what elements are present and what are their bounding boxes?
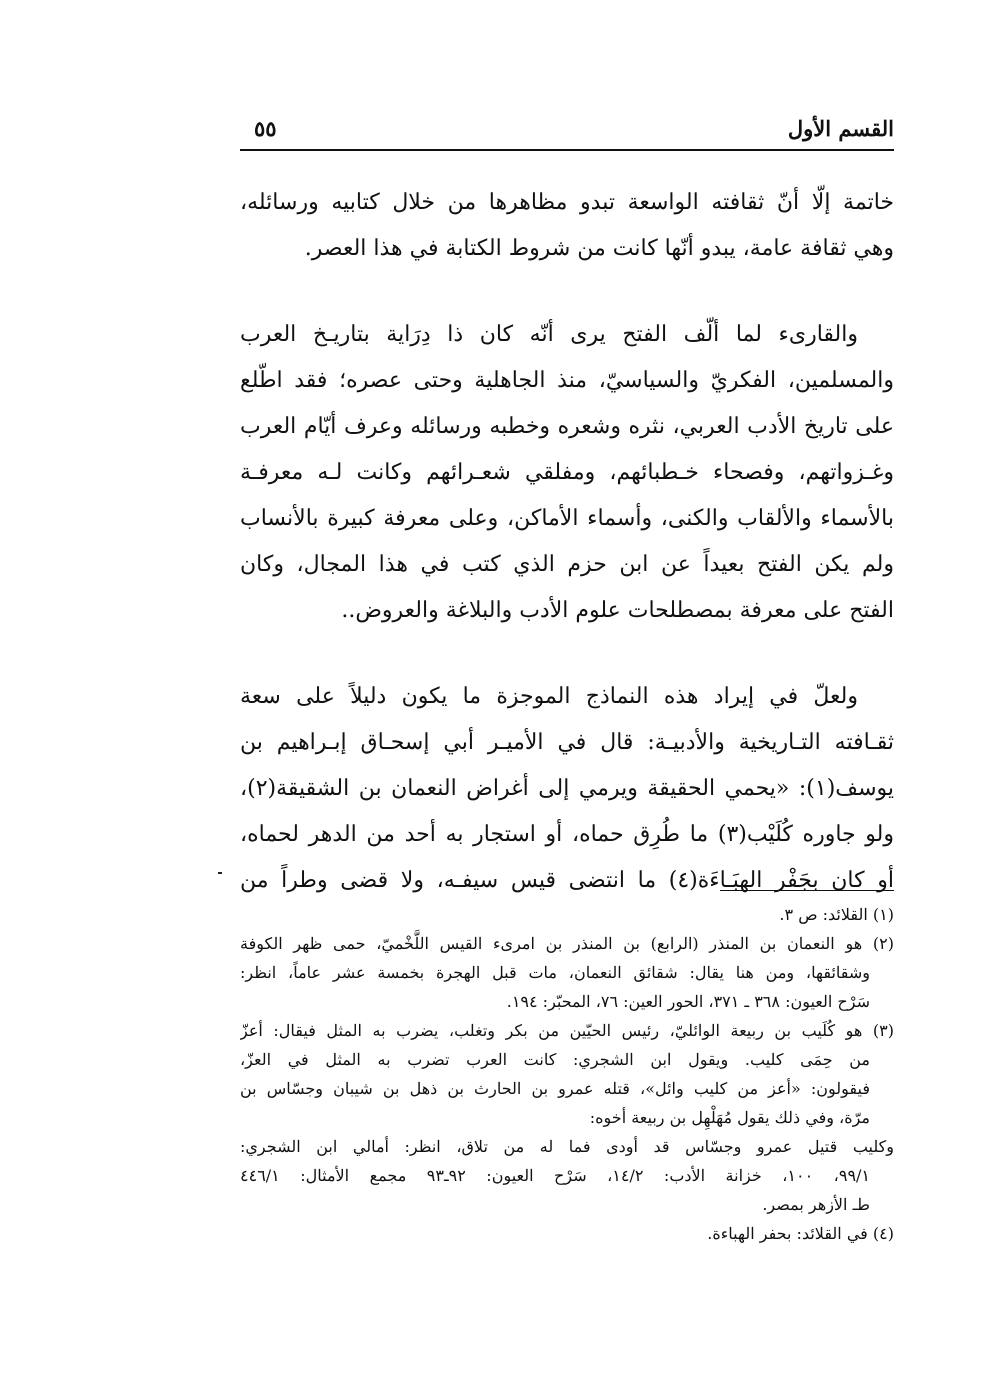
paragraph-2 (240, 312, 894, 634)
text-line: الفتح على معرفة بمصطلحات علوم الأدب والبلاغة والعروض.. (341, 598, 894, 623)
footnotes (240, 900, 894, 1248)
text-line: خاتمة إلّا أنّ ثقافته الواسعة تبدو مظاهرها من خلال كتابيه ورسائله، (240, 190, 894, 215)
footnote-line: (٢) هو النعمان بن المنذر (الرابع) بن المنذر بن امرىء القيس اللَّخْميّ، حمى ظهر الكوفة (240, 934, 894, 953)
margin-mark (218, 872, 222, 874)
text-line: أو كان بجَفْر الهبَـاءَة(٤) ما انتضى قيس سيفـه، ولا قضى وطراً من (240, 868, 894, 893)
footnote-line: سَرْح العيون: ٣٦٨ ـ ٣٧١، الحور العين: ٧٦، المحبّر: ١٩٤. (506, 992, 870, 1011)
footnote-2 (240, 929, 894, 1016)
section-title: القسم الأول (787, 116, 894, 141)
footnote-line: (٣) هو كُلَيب بن ربيعة الوائليّ، رئيس الحيّين من بكر وتغلب، يضرب به المثل فيقال: أعزّ (240, 1021, 894, 1040)
text-line: وغـزواتهم، وفصحاء خـطبائهم، ومفلقي شعـرائهم وكانت لـه معرفـة (240, 460, 894, 485)
footnote-line: وكليب قتيل عمرو وجسّاس قد أودى فما له من تلاق، انظر: أمالي ابن الشجري: (240, 1137, 894, 1156)
footnote-line: طـ الأزهر بمصر. (762, 1195, 870, 1214)
text-line: والقارىء لما ألّف الفتح يرى أنّه كان ذا دِرَاية بتاريـخ العرب (240, 322, 858, 347)
footnote-line: فيقولون: «أعز من كليب وائل»، قتله عمرو بن الحارث بن ذهل بن شيبان وجسّاس بن (240, 1079, 870, 1098)
paragraph-3 (240, 674, 894, 904)
footnote-divider (720, 890, 894, 891)
footnote-3 (240, 1016, 894, 1219)
footnote-line: ٩٩/١، ١٠٠، خزانة الأدب: ١٤/٢، سَرْح العيون: ٩٢ـ٩٣ مجمع الأمثال: ٤٤٦/١ (240, 1166, 871, 1185)
footnote-4 (240, 1219, 894, 1248)
text-line: ثقـافته التـاريخية والأدبيـة: قال في الأميـر أبي إسحـاق إبـراهيم بن (240, 730, 894, 755)
footnote-line: وشقائقها، ومن هنا يقال: شقائق النعمان، مات قبل الهجرة بخمسة عشر عاماً، انظر: (240, 963, 870, 982)
text-line: وهي ثقافة عامة، يبدو أنّها كانت من شروط الكتابة في هذا العصر. (304, 236, 894, 261)
text-line: والمسلمين، الفكريّ والسياسيّ، منذ الجاهلية وحتى عصره؛ فقد اطّلع (240, 368, 894, 393)
footnote-1 (240, 900, 894, 929)
main-text (240, 180, 894, 904)
text-line: بالأسماء والألقاب والكنى، وأسماء الأماكن، وعلى معرفة كبيرة بالأنساب (240, 506, 894, 531)
running-header (240, 112, 894, 152)
header-divider (240, 149, 894, 151)
paragraph-1 (240, 180, 894, 272)
text-line: ولعلّ في إيراد هذه النماذج الموجزة ما يكون دليلاً على سعة (240, 684, 858, 709)
text-line: على تاريخ الأدب العربي، نثره وشعره وخطبه ورسائله وعرف أيّام العرب (240, 414, 894, 439)
text-line: ولم يكن الفتح بعيداً عن ابن حزم الذي كتب في هذا المجال، وكان (240, 552, 894, 577)
footnote-line: (١) القلائد: ص ٣. (779, 905, 894, 924)
text-line: يوسف(١): «يحمي الحقيقة ويرمي إلى أغراض النعمان بن الشقيقة(٢)، (240, 776, 894, 801)
footnote-line: مرّة، وفي ذلك يقول مُهَلْهِل بن ربيعة أخوه: (589, 1108, 870, 1127)
page-number: ٥٥ (254, 116, 277, 141)
text-line: ولو جاوره كُلَيْب(٣) ما طُرِق حماه، أو استجار به أحد من الدهر لحماه، (240, 822, 894, 847)
footnote-line: (٤) في القلائد: بحفر الهباءة. (707, 1224, 894, 1243)
footnote-line: من حِمَى كليب. ويقول ابن الشجري: كانت العرب تضرب به المثل في العزّ، (240, 1050, 870, 1069)
